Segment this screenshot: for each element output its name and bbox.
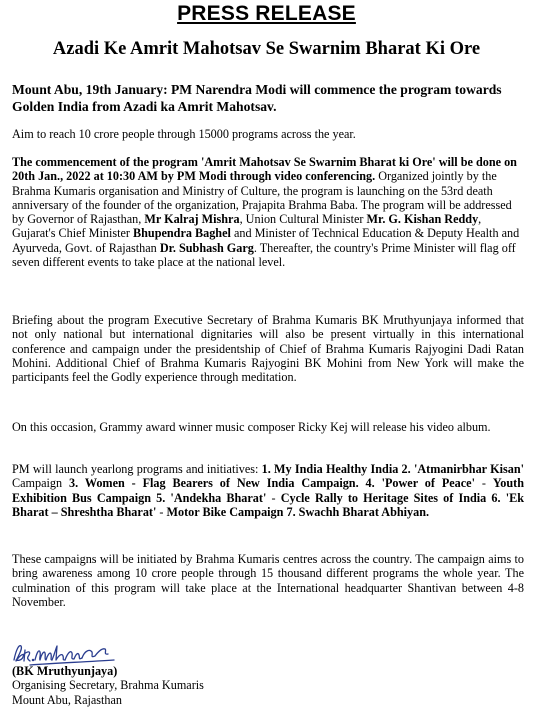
dignitary-name-1: Mr Kalraj Mishra	[144, 212, 240, 227]
campaigns-intro: PM will launch yearlong programs and initiatives:	[12, 462, 262, 476]
signatory-name: (BK Mruthyunjaya)	[12, 664, 118, 678]
campaigns-text-3: -	[266, 490, 281, 505]
dignitary-name-3: Bhupendra Baghel	[133, 226, 231, 241]
commencement-text-1: Organized jointly by the Brahma Kumaris organisation and Ministry of Culture, the program is launching on the 53rd death anniversary of the founder of the organization, Prajapita Brahma Baba. The program will be addressed by Governor of Rajasthan,	[12, 169, 512, 227]
dignitary-name-4: Dr. Subhash Garg	[159, 240, 254, 255]
document-title: Azadi Ke Amrit Mahotsav Se Swarnim Bharat Ki Ore	[52, 39, 481, 59]
commencement-text-5: . Thereafter, the country's Prime Minister will flag off seven different events to take place at the national level.	[12, 240, 516, 270]
press-release-heading: PRESS RELEASE	[177, 2, 356, 25]
signature-block	[12, 664, 312, 707]
grammy-paragraph: On this occasion, Grammy award winner music composer Ricky Kej will release his video album.	[12, 420, 491, 434]
campaigns-text-2: -	[474, 476, 493, 491]
campaigns-list-5: Motor Bike Campaign 7. Swachh Bharat Abhiyan.	[166, 504, 430, 519]
commencement-bold-intro: The commencement of the program 'Amrit Mahotsav Se Swarnim Bharat ki Ore' will be done on 20th Jan., 2022 at 10:30 AM by PM Modi through video conferencing.	[12, 155, 517, 184]
aim-paragraph: Aim to reach 10 crore people through 15000 programs across the year.	[12, 127, 356, 141]
campaigns-text-4: -	[156, 504, 167, 519]
signatory-role: Organising Secretary, Brahma Kumaris	[12, 678, 204, 693]
campaigns-list-4: Cycle Rally to Heritage Sites of India 6. 'Ek Bharat – Shreshtha Bharat'	[12, 490, 524, 519]
campaigns-paragraph	[12, 462, 524, 519]
briefing-paragraph: Briefing about the program Executive Secretary of Brahma Kumaris BK Mruthyunjaya informed that not only national but international dignitaries will also be present virtually in this international conference and campaign under the presidentship of Chief of Brahma Kumaris Rajyogini Dadi Ratan Mohini. Additional Chief of Brahma Kumaris Rajyogini BK Mohini from New York will make the participants feel the Godly experience through meditation.	[12, 313, 524, 385]
campaigns-text-1: Campaign	[12, 476, 69, 491]
commencement-text-2: , Union Cultural Minister	[239, 212, 367, 227]
campaigns-list-2: 3. Women - Flag Bearers of New India Campaign. 4. 'Power of Peace'	[69, 476, 475, 491]
commencement-text-3: , Gujarat's Chief Minister	[12, 212, 482, 241]
commencement-text-4: and Minister of Technical Education & Deputy Health and Ayurveda, Govt. of Rajasthan	[12, 226, 520, 255]
commencement-paragraph	[12, 155, 524, 269]
campaigns-list-1: 1. My India Healthy India 2. 'Atmanirbhar Kisan'	[261, 462, 524, 476]
lead-paragraph: Mount Abu, 19th January: PM Narendra Modi will commence the program towards Golden India from Azadi ka Amrit Mahotsav.	[12, 82, 502, 114]
culmination-paragraph: These campaigns will be initiated by Brahma Kumaris centres across the country. The campaign aims to bring awareness among 10 crore people through 15 thousand different programs the whole year. The culmination of this program will take place at the International headquarter Shantivan between 4-8 November.	[12, 552, 524, 609]
campaigns-list-3: Youth Exhibition Bus Campaign 5. 'Andekha Bharat'	[12, 476, 525, 505]
dignitary-name-2: Mr. G. Kishan Reddy	[366, 212, 479, 227]
signatory-place: Mount Abu, Rajasthan	[12, 692, 123, 707]
